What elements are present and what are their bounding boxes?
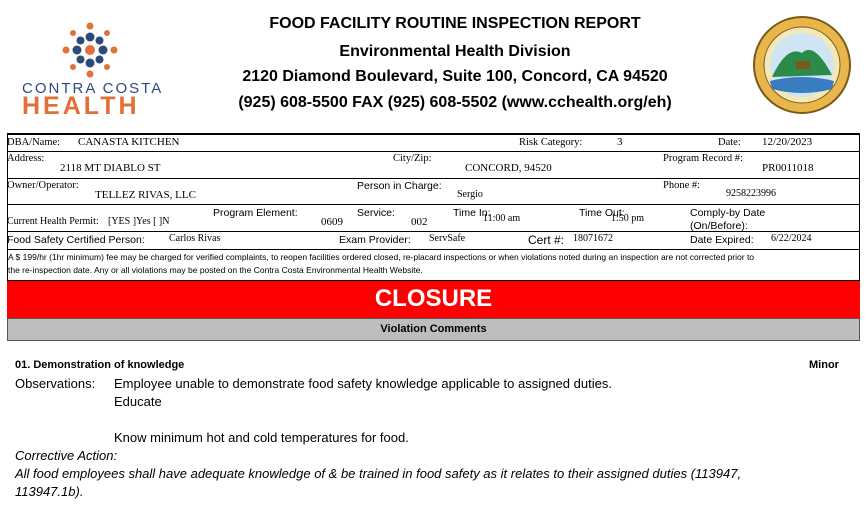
observation-line1: Employee unable to demonstrate food safety knowledge applicable to assigned duties. [114,376,612,391]
violation-title: 01. Demonstration of knowledge [15,359,185,371]
date-expired-label: Date Expired: [690,234,754,246]
division-name: Environmental Health Division [339,43,571,60]
health-permit-label: Current Health Permit: [7,216,99,227]
violation-severity: Minor [809,359,839,371]
office-address: 2120 Diamond Boulevard, Suite 100, Concord, CA 94520 [242,68,668,85]
time-in-value: 11:00 am [483,213,521,224]
dba-label: DBA/Name: [7,137,61,148]
exam-provider-label: Exam Provider: [339,234,411,246]
time-out-label: Time Out: [579,207,625,219]
risk-category-label: Risk Category: [519,137,583,148]
program-element-label: Program Element: [213,207,298,219]
dba-value: CANASTA KITCHEN [78,136,180,148]
cert-number-label: Cert #: [528,233,565,247]
certified-person-value: Carlos Rivas [169,233,221,244]
program-record-value: PR0011018 [762,162,814,174]
observation-line2: Educate [114,394,162,409]
address-label: Address: [7,153,45,164]
logo-line2: HEALTH [22,92,140,120]
phone-label: Phone #: [663,180,701,191]
logo-flower-icon [62,22,118,78]
corrective-action-line1: All food employees shall have adequate knowledge of & be trained in food safety as it relates to their assigned duties (113947, [15,466,742,481]
corrective-action-line2: 113947.1b). [15,484,84,499]
observations-label: Observations: [15,376,96,391]
date-value: 12/20/2023 [762,136,813,148]
time-out-value: 1:50 pm [611,213,645,224]
corrective-action-label: Corrective Action: [15,448,118,463]
exam-provider-value: ServSafe [429,233,466,244]
cert-number-value: 18071672 [573,233,613,244]
office-contact: (925) 608-5500 FAX (925) 608-5502 (www.cchealth.org/eh) [238,94,672,111]
risk-category-value: 3 [617,136,623,148]
person-in-charge-label: Person in Charge: [357,180,442,192]
cityzip-value: CONCORD, 94520 [465,162,552,174]
closure-banner: CLOSURE [7,281,860,318]
address-value: 2118 MT DIABLO ST [60,162,161,174]
certified-person-label: Food Safety Certified Person: [7,234,145,246]
program-element-value: 0609 [321,216,343,228]
time-in-label: Time In: [453,207,491,219]
owner-label: Owner/Operator: [7,180,79,191]
program-record-label: Program Record #: [663,153,743,164]
owner-value: TELLEZ RIVAS, LLC [95,189,196,201]
service-value: 002 [411,216,428,228]
fee-notice: A $ 199/hr (1hr minimum) fee may be charged for verified complaints, to reopen facilities ordered closed, re-placard inspections or when violations noted during an inspection are not corrected prior to the re-inspection date. Any or all violations may be posted on the Contra Costa Environmental Health Website. [8,252,755,275]
date-expired-value: 6/22/2024 [771,233,812,244]
person-in-charge-value: Sergio [457,189,483,200]
observation-line3: Know minimum hot and cold temperatures for food. [114,430,409,445]
service-label: Service: [357,207,395,219]
county-seal-icon [752,15,852,115]
cityzip-label: City/Zip: [393,153,432,164]
report-title: FOOD FACILITY ROUTINE INSPECTION REPORT [269,15,641,32]
health-permit-value: [YES ]Yes [ ]N [108,216,170,227]
comply-by-label: Comply-by Date (On/Before): [690,207,766,232]
violation-comments-header: Violation Comments [7,318,860,341]
phone-value: 9258223996 [726,188,776,199]
date-label: Date: [718,137,741,148]
logo-line1: CONTRA COSTA [22,80,164,97]
